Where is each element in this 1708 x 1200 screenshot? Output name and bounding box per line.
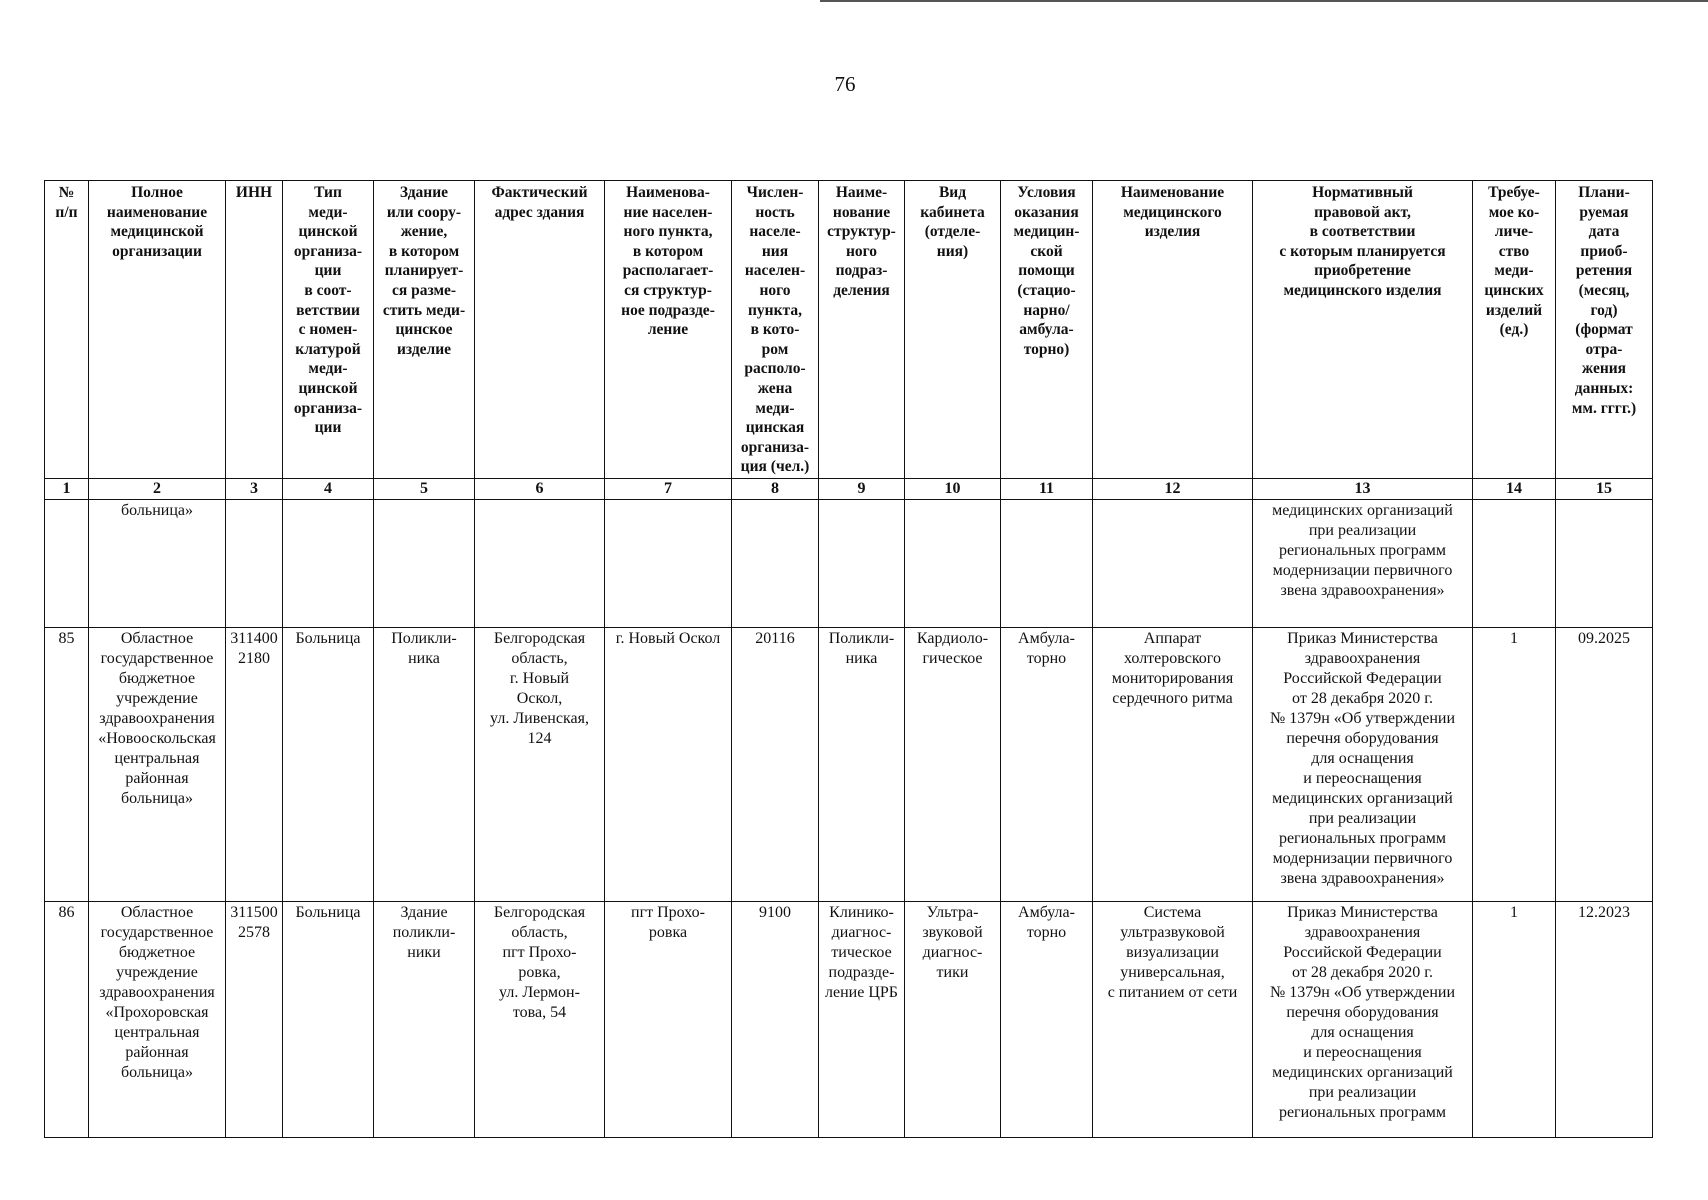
table-cell: Клинико- диагнос- тическое подразде- ление ЦРБ <box>819 901 905 1137</box>
header-cell: Нормативный правовой акт, в соответствии с которым планируется приобретение медицинского изделия <box>1253 181 1473 479</box>
table-cell: 09.2025 <box>1556 627 1653 901</box>
table-cell: 86 <box>45 901 89 1137</box>
table-cell <box>605 499 732 627</box>
table-row <box>45 901 1653 1137</box>
table-cell <box>732 499 819 627</box>
table-cell: Система ультразвуковой визуализации универсальная, с питанием от сети <box>1093 901 1253 1137</box>
table-cell: пгт Прохо- ровка <box>605 901 732 1137</box>
table-cell: Амбула- торно <box>1001 627 1093 901</box>
header-cell: ИНН <box>226 181 283 479</box>
column-number-cell: 9 <box>819 478 905 499</box>
column-number-cell: 5 <box>374 478 475 499</box>
header-cell: Здание или соору- жение, в котором планирует- ся разме- стить меди- цинское изделие <box>374 181 475 479</box>
table-cell: Поликли- ника <box>374 627 475 901</box>
header-cell: Вид кабинета (отделе- ния) <box>905 181 1001 479</box>
table-cell: Амбула- торно <box>1001 901 1093 1137</box>
header-cell: Условия оказания медицин- ской помощи (стацио- нарно/ амбула- торно) <box>1001 181 1093 479</box>
table-cell: 1 <box>1473 627 1556 901</box>
table-cell: 1 <box>1473 901 1556 1137</box>
table-cell: 311400 2180 <box>226 627 283 901</box>
table-cell <box>1001 499 1093 627</box>
table-cell: Белгородская область, г. Новый Оскол, ул. Ливенская, 124 <box>475 627 605 901</box>
table-cell: больница» <box>89 499 226 627</box>
column-number-cell: 7 <box>605 478 732 499</box>
table-cell <box>45 499 89 627</box>
table-cell: 12.2023 <box>1556 901 1653 1137</box>
table-cell <box>374 499 475 627</box>
table-cell: 311500 2578 <box>226 901 283 1137</box>
header-cell: Требуе- мое ко- личе- ство меди- цинских изделий (ед.) <box>1473 181 1556 479</box>
column-number-cell: 14 <box>1473 478 1556 499</box>
header-cell: № п/п <box>45 181 89 479</box>
header-cell: Плани- руемая дата приоб- ретения (месяц, год) (формат отра- жения данных: мм. гггг.) <box>1556 181 1653 479</box>
table-cell: г. Новый Оскол <box>605 627 732 901</box>
table-cell: Областное государственное бюджетное учреждение здравоохранения «Новооскольская центральная районная больница» <box>89 627 226 901</box>
table-cell: 85 <box>45 627 89 901</box>
medical-equipment-table <box>44 180 1653 1138</box>
table-cell <box>283 499 374 627</box>
header-cell: Полное наименование медицинской организации <box>89 181 226 479</box>
table-cell <box>1093 499 1253 627</box>
column-number-cell: 15 <box>1556 478 1653 499</box>
column-number-cell: 1 <box>45 478 89 499</box>
header-cell: Наиме- нование структур- ного подраз- деления <box>819 181 905 479</box>
table-cell: медицинских организаций при реализации региональных программ модернизации первичного звена здравоохранения» <box>1253 499 1473 627</box>
header-cell: Наименова- ние населен- ного пункта, в котором располагает- ся структур- ное подразде- ление <box>605 181 732 479</box>
column-number-row <box>45 478 1653 499</box>
table-cell: Приказ Министерства здравоохранения Российской Федерации от 28 декабря 2020 г. № 1379н «Об утверждении перечня оборудования для оснащения и переоснащения медицинских организаций при реализации региональных программ модернизации первичного звена здравоохранения» <box>1253 627 1473 901</box>
page-number: 76 <box>834 72 856 96</box>
table-cell: Аппарат холтеровского мониторирования сердечного ритма <box>1093 627 1253 901</box>
table-cell: Поликли- ника <box>819 627 905 901</box>
table-cell <box>819 499 905 627</box>
header-cell: Тип меди- цинской организа- ции в соот- ветствии с номен- клатурой меди- цинской организа- ции <box>283 181 374 479</box>
table-cell: Здание поликли- ники <box>374 901 475 1137</box>
header-cell: Фактический адрес здания <box>475 181 605 479</box>
table-cell: Больница <box>283 901 374 1137</box>
table-cell <box>1473 499 1556 627</box>
table-row <box>45 627 1653 901</box>
table-cell <box>1556 499 1653 627</box>
column-number-cell: 6 <box>475 478 605 499</box>
column-number-cell: 10 <box>905 478 1001 499</box>
table-row <box>45 499 1653 627</box>
column-number-cell: 4 <box>283 478 374 499</box>
table-cell: Кардиоло- гическое <box>905 627 1001 901</box>
table-cell: Белгородская область, пгт Прохо- ровка, ул. Лермон- това, 54 <box>475 901 605 1137</box>
table-cell <box>475 499 605 627</box>
table-cell: Приказ Министерства здравоохранения Российской Федерации от 28 декабря 2020 г. № 1379н «Об утверждении перечня оборудования для оснащения и переоснащения медицинских организаций при реализации региональных программ <box>1253 901 1473 1137</box>
table-cell <box>905 499 1001 627</box>
column-number-cell: 13 <box>1253 478 1473 499</box>
table-header-row <box>45 181 1653 479</box>
table-cell: 9100 <box>732 901 819 1137</box>
table-cell: Областное государственное бюджетное учреждение здравоохранения «Прохоровская центральная районная больница» <box>89 901 226 1137</box>
table-cell: Ультра- звуковой диагнос- тики <box>905 901 1001 1137</box>
column-number-cell: 12 <box>1093 478 1253 499</box>
column-number-cell: 3 <box>226 478 283 499</box>
header-cell: Наименование медицинского изделия <box>1093 181 1253 479</box>
table-cell: Больница <box>283 627 374 901</box>
column-number-cell: 11 <box>1001 478 1093 499</box>
scan-edge-line <box>820 0 1708 2</box>
column-number-cell: 2 <box>89 478 226 499</box>
header-cell: Числен- ность населе- ния населен- ного пункта, в кото- ром располо- жена меди- цинская организа- ция (чел.) <box>732 181 819 479</box>
table-cell <box>226 499 283 627</box>
table-cell: 20116 <box>732 627 819 901</box>
column-number-cell: 8 <box>732 478 819 499</box>
